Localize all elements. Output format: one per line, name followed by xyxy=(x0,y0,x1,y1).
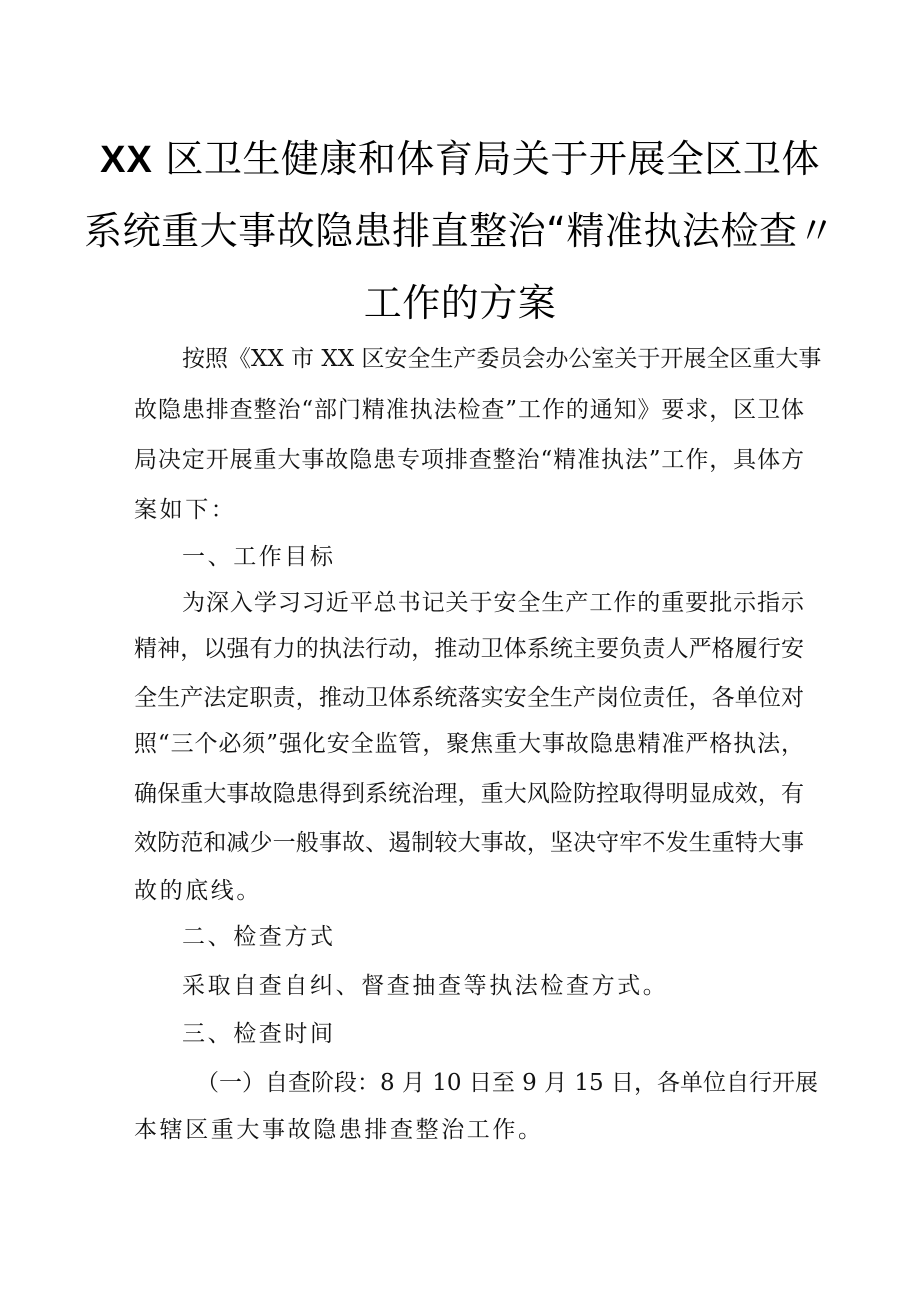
section-3-line-1: （一）自查阶段：8 月 10 日至 9 月 15 日，各单位自行开展 xyxy=(196,1070,818,1096)
title-line-1-text: 区卫生健康和体育局关于开展全区卫体 xyxy=(152,137,820,181)
section-3-heading: 三、检查时间 xyxy=(182,1021,336,1047)
section-1-line-7: 故的底线。 xyxy=(134,878,262,904)
section-2-text: 采取自查自纠、督查抽查等执法检查方式。 xyxy=(182,973,669,999)
section-1-line-6: 效防范和减少一般事故、遏制较大事故，坚决守牢不发生重特大事 xyxy=(134,830,804,856)
section-1-line-2: 精神，以强有力的执法行动，推动卫体系统主要负责人严格履行安 xyxy=(134,636,804,662)
intro-line-3: 局决定开展重大事故隐患专项排查整治“精准执法”工作，具体方 xyxy=(134,447,804,473)
section-1-line-5: 确保重大事故隐患得到系统治理，重大风险防控取得明显成效，有 xyxy=(134,781,804,807)
document-title-line-1 xyxy=(0,128,920,183)
section-1-line-3: 全生产法定职责，推动卫体系统落实安全生产岗位责任，各单位对 xyxy=(134,685,804,711)
intro-line-4: 案如下： xyxy=(134,497,237,523)
document-title-line-3: 工作的方案 xyxy=(363,281,557,325)
section-2-heading: 二、检查方式 xyxy=(182,924,336,950)
section-1-line-4: 照“三个必须”强化安全监管，聚焦重大事故隐患精准严格执法， xyxy=(134,731,804,757)
section-1-heading: 一、工作目标 xyxy=(182,544,336,570)
document-title-line-2: 系统重大事故隐患排直整治“精准执法检查〃 xyxy=(84,209,836,253)
section-1-line-1: 为深入学习习近平总书记关于安全生产工作的重要批示指示 xyxy=(182,590,804,616)
intro-line-1: 按照《XX 市 XX 区安全生产委员会办公室关于开展全区重大事 xyxy=(182,346,822,372)
section-3-line-2: 本辖区重大事故隐患排查整治工作。 xyxy=(134,1117,544,1143)
intro-line-2: 故隐患排查整治“部门精准执法检查”工作的通知》要求，区卫体 xyxy=(134,397,804,423)
title-xx-prefix: XX xyxy=(100,139,153,181)
